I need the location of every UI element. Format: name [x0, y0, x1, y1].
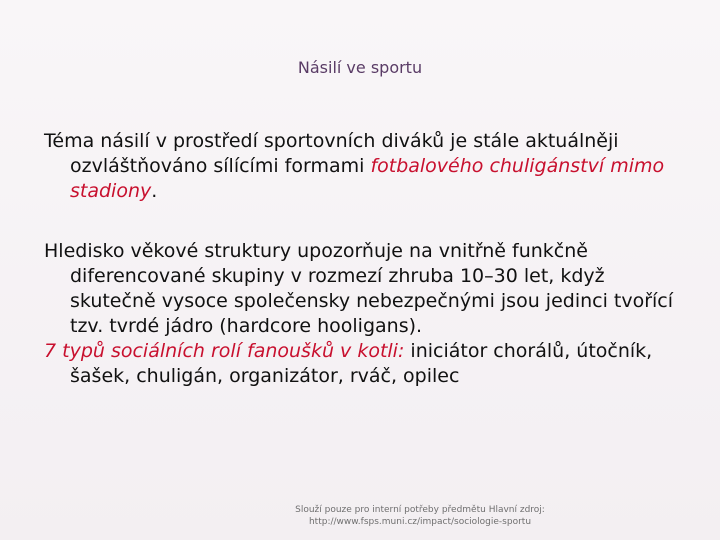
footer-line-2: http://www.fsps.muni.cz/impact/sociologie-sportu: [308, 517, 532, 527]
paragraph-topic-highlight: fotbalového chuligánství mimo stadiony: [70, 155, 665, 202]
paragraph-topic: [44, 129, 694, 204]
paragraph-age-structure: [44, 239, 694, 339]
slide-title: Násilí ve sportu: [297, 58, 423, 77]
paragraph-topic-end: .: [151, 180, 158, 202]
paragraph-fan-roles-highlight: 7 typů sociálních rolí fanoušků v kotli:: [44, 340, 405, 362]
paragraph-fan-roles-text: iniciátor chorálů, útočník, šašek, chuligán, organizátor, rváč, opilec: [70, 340, 653, 387]
paragraph-age-structure-text: Hledisko věkové struktury upozorňuje na vnitřně funkčně diferencované skupiny v rozmezí zhruba 10–30 let, když skutečně vysoce společensky nebezpečnými jsou jedinci tvořící tzv. tvrdé jádro (hardcore hooligans).: [44, 240, 674, 337]
paragraph-topic-text: Téma násilí v prostředí sportovních diváků je stále aktuálněji ozvláštňováno sílícími formami: [44, 130, 619, 177]
paragraph-spacer: [44, 204, 694, 239]
slide-content: [44, 129, 694, 389]
slide-footer: [240, 504, 600, 528]
paragraph-fan-roles: [44, 339, 694, 389]
footer-line-1: Slouží pouze pro interní potřeby předmětu Hlavní zdroj:: [295, 505, 545, 515]
